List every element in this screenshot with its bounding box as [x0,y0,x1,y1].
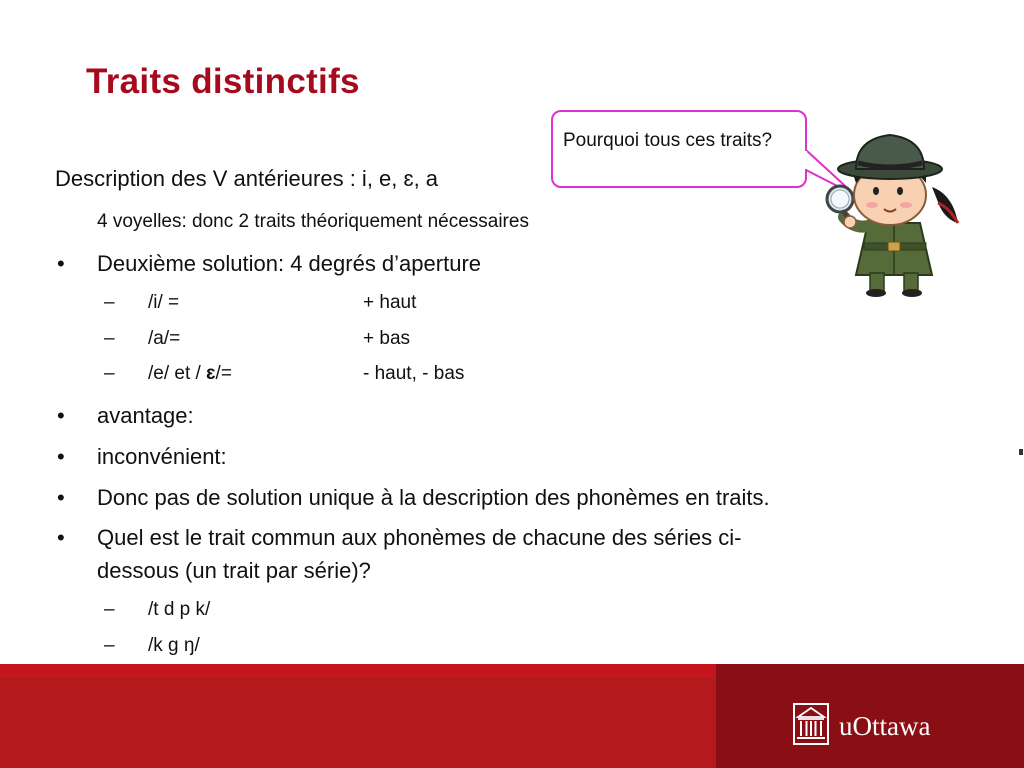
bullet-marker: • [57,525,65,550]
bullet-marker: • [57,444,65,469]
dash-marker: – [104,363,115,384]
bullet-item-donc-pas-de-solution: Donc pas de solution unique à la description des phonèmes en traits. [97,485,770,510]
bullet-marker: • [57,403,65,428]
slide-title: Traits distinctifs [86,62,360,101]
dash-marker: – [104,635,115,656]
edge-mark [1019,449,1023,455]
bullet-item-avantage: avantage: [97,403,194,428]
university-building-icon [793,703,829,745]
intro-line: Description des V antérieures : i, e, ɛ, a [55,166,439,191]
bullet-marker: • [57,485,65,510]
bullet-item-quel-est-le-trait-line1: Quel est le trait commun aux phonèmes de chacune des séries ci- [97,525,742,550]
callout-text: Pourquoi tous ces traits? [563,130,773,151]
subitem-series-tdpk: /t d p k/ [148,599,211,620]
dash-marker: – [104,599,115,620]
sub-intro-line: 4 voyelles: donc 2 traits théoriquement nécessaires [97,211,529,232]
bullet-item-quel-est-le-trait-line2: dessous (un trait par série)? [97,558,371,583]
bullet-marker: • [57,251,65,276]
subitem-label-a: /a/= [148,328,181,349]
callout-bubble [551,110,807,188]
subitem-label-i: /i/ = [148,292,180,313]
label-part: /e/ et / [148,363,207,384]
subitem-series-kgng: /k g ŋ/ [148,635,200,656]
subitem-label-e-epsilon [148,363,232,385]
detective-girl-icon [820,125,965,300]
subitem-value-i: + haut [363,292,417,313]
bullet-item-inconvenient: inconvénient: [97,444,227,469]
dash-marker: – [104,328,115,349]
bullet-item-deuxieme-solution: Deuxième solution: 4 degrés d’aperture [97,251,482,276]
uottawa-wordmark: uOttawa [839,711,931,741]
label-part: /= [215,363,232,384]
epsilon-symbol: ɛ [206,363,216,384]
subitem-value-e-epsilon: - haut, - bas [363,363,465,384]
dash-marker: – [104,292,115,313]
subitem-value-a: + bas [363,328,411,349]
